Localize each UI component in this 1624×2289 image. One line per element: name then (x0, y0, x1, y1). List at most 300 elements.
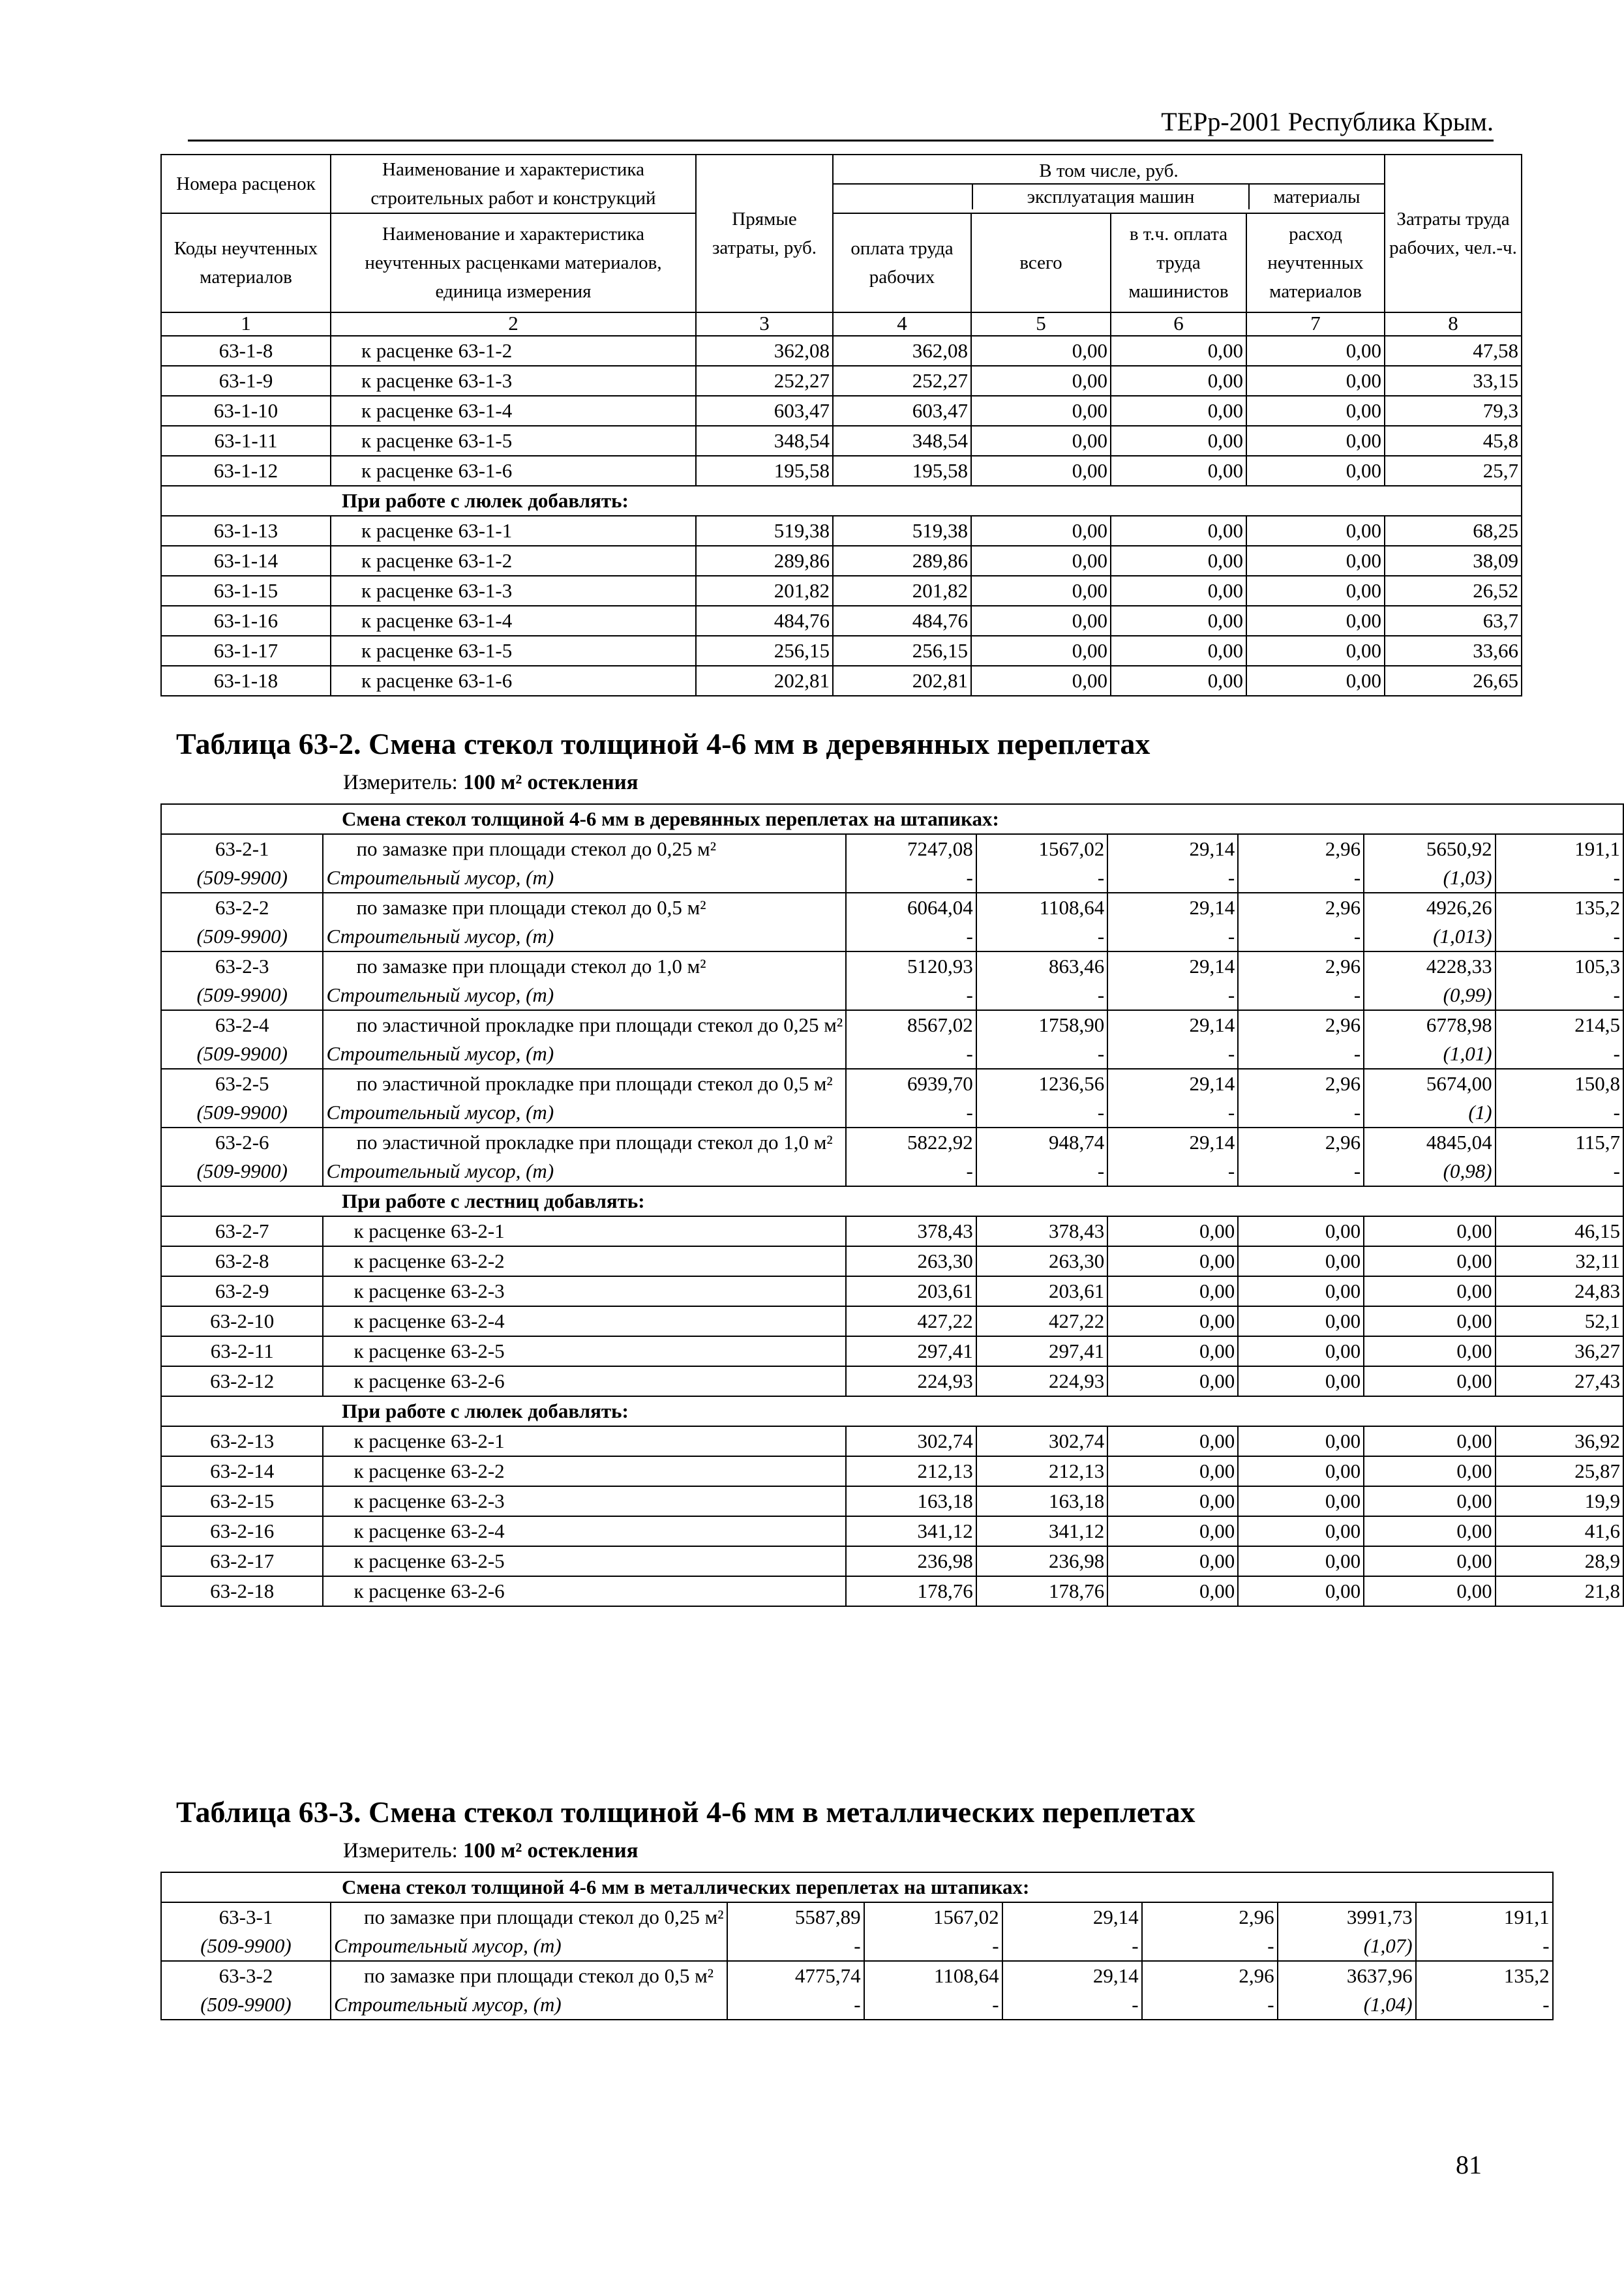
dash: - (846, 863, 976, 893)
rate-name: к расценке 63-1-5 (331, 426, 696, 456)
page-number: 81 (1456, 2150, 1482, 2179)
labor-pay: 289,86 (833, 546, 971, 576)
rate-name: к расценке 63-1-6 (331, 666, 696, 696)
machinists-pay: 0,00 (1111, 336, 1246, 366)
meter-label: Измеритель: (343, 1839, 458, 1863)
rate-name: по эластичной прокладке при площади стекол до 0,5 м² (323, 1069, 846, 1098)
rate-value: 5650,92 (1364, 834, 1495, 863)
rate-value: 29,14 (1107, 951, 1238, 981)
rate-code: 63-2-18 (161, 1576, 323, 1606)
dash: - (1496, 1040, 1623, 1069)
material-name: Строительный мусор, (т) (323, 1040, 846, 1069)
machinists-pay: 0,00 (1238, 1246, 1364, 1276)
dash: - (1002, 1932, 1142, 1961)
direct-costs: 212,13 (846, 1456, 976, 1486)
rate-value: 5120,93 (846, 951, 976, 981)
dash: - (727, 1932, 864, 1961)
dash: - (846, 922, 976, 951)
rate-value: 6064,04 (846, 893, 976, 922)
material-name: Строительный мусор, (т) (323, 1157, 846, 1186)
rates-table-63-1 (160, 154, 1522, 696)
machinists-pay: 0,00 (1238, 1366, 1364, 1396)
rate-code: 63-2-3 (161, 951, 323, 981)
materials: 0,00 (1364, 1456, 1495, 1486)
rate-code: 63-2-17 (161, 1546, 323, 1576)
direct-costs: 302,74 (846, 1426, 976, 1456)
materials: 0,00 (1364, 1366, 1495, 1396)
header-in-total-block (833, 155, 1385, 213)
machines-total: 0,00 (1107, 1216, 1238, 1246)
table-row (161, 1216, 1623, 1246)
column-number: 3 (696, 312, 833, 336)
machinists-pay: 0,00 (1238, 1216, 1364, 1246)
machinists-pay: 0,00 (1238, 1456, 1364, 1486)
labor-pay: 256,15 (833, 636, 971, 666)
rate-value: 135,2 (1496, 893, 1623, 922)
dash: - (1496, 922, 1623, 951)
section-heading: Смена стекол толщиной 4-6 мм в металлических переплетах на штапиках: (161, 1872, 1553, 1902)
material-name: Строительный мусор, (т) (331, 1932, 727, 1961)
table-row (161, 336, 1522, 366)
column-numbers-row (161, 312, 1522, 336)
rate-name: к расценке 63-1-3 (331, 366, 696, 396)
rate-value: 2,96 (1238, 1128, 1364, 1157)
rate-name: к расценке 63-2-2 (323, 1246, 846, 1276)
direct-costs: 603,47 (696, 396, 833, 426)
machines-total: 0,00 (1107, 1366, 1238, 1396)
rate-code: 63-2-11 (161, 1336, 323, 1366)
labor-hours: 26,65 (1385, 666, 1522, 696)
labor-pay: 378,43 (976, 1216, 1107, 1246)
rate-code: 63-1-18 (161, 666, 331, 696)
column-number: 7 (1246, 312, 1385, 336)
rate-name: по эластичной прокладке при площади стекол до 1,0 м² (323, 1128, 846, 1157)
labor-pay: 519,38 (833, 516, 971, 546)
materials: 0,00 (1246, 396, 1385, 426)
machines-total: 0,00 (1107, 1576, 1238, 1606)
machines-total: 0,00 (971, 396, 1111, 426)
table-row (161, 546, 1522, 576)
header-in-total: В том числе, руб. (834, 158, 1384, 185)
table-row (161, 1576, 1623, 1606)
rate-value: 1758,90 (976, 1010, 1107, 1040)
rate-name: к расценке 63-2-2 (323, 1456, 846, 1486)
labor-pay: 212,13 (976, 1456, 1107, 1486)
table-row (161, 1069, 1623, 1098)
table-row (161, 1426, 1623, 1456)
rate-value: 150,8 (1496, 1069, 1623, 1098)
direct-costs: 341,12 (846, 1516, 976, 1546)
material-code: (509-9900) (161, 981, 323, 1010)
rate-code: 63-1-16 (161, 606, 331, 636)
table-row (161, 1516, 1623, 1546)
materials: 0,00 (1364, 1246, 1495, 1276)
table-row (161, 426, 1522, 456)
materials: 0,00 (1364, 1306, 1495, 1336)
rate-value: 1108,64 (864, 1961, 1002, 1990)
table-row (161, 1276, 1623, 1306)
rate-name: по замазке при площади стекол до 0,5 м² (323, 893, 846, 922)
material-quantity: (1,07) (1278, 1932, 1416, 1961)
rate-name: к расценке 63-1-2 (331, 336, 696, 366)
labor-pay: 178,76 (976, 1576, 1107, 1606)
material-name: Строительный мусор, (т) (323, 922, 846, 951)
rate-value: 115,7 (1496, 1128, 1623, 1157)
dash: - (846, 1040, 976, 1069)
table-row (161, 1456, 1623, 1486)
direct-costs: 378,43 (846, 1216, 976, 1246)
direct-costs: 263,30 (846, 1246, 976, 1276)
dash: - (1416, 1932, 1553, 1961)
rate-value: 5674,00 (1364, 1069, 1495, 1098)
machinists-pay: 0,00 (1111, 666, 1246, 696)
dash: - (1142, 1932, 1278, 1961)
material-code: (509-9900) (161, 1990, 331, 2020)
dash: - (1496, 1098, 1623, 1128)
materials: 0,00 (1364, 1516, 1495, 1546)
rate-code: 63-2-7 (161, 1216, 323, 1246)
labor-pay: 163,18 (976, 1486, 1107, 1516)
table-row (161, 1336, 1623, 1366)
machinists-pay: 0,00 (1111, 606, 1246, 636)
table-row (161, 1486, 1623, 1516)
header-title: ТЕРр-2001 Республика Крым. (1161, 107, 1494, 136)
table-63-3-title: Таблица 63-3. Смена стекол толщиной 4-6 мм в металлических переплетах (176, 1795, 1195, 1829)
labor-pay: 201,82 (833, 576, 971, 606)
header-labor-pay: оплата труда рабочих (833, 213, 971, 312)
rate-value: 29,14 (1107, 1010, 1238, 1040)
header-codes-unaccounted: Коды неучтенных материалов (161, 213, 331, 312)
rate-value: 2,96 (1238, 951, 1364, 981)
machinists-pay: 0,00 (1238, 1276, 1364, 1306)
machines-total: 0,00 (1107, 1336, 1238, 1366)
rate-name: к расценке 63-2-5 (323, 1336, 846, 1366)
labor-hours: 38,09 (1385, 546, 1522, 576)
material-quantity: (1,03) (1364, 863, 1495, 893)
material-quantity: (1,04) (1278, 1990, 1416, 2020)
machinists-pay: 0,00 (1111, 636, 1246, 666)
rate-code: 63-1-13 (161, 516, 331, 546)
rate-value: 214,5 (1496, 1010, 1623, 1040)
rate-code: 63-2-13 (161, 1426, 323, 1456)
machinists-pay: 0,00 (1111, 426, 1246, 456)
material-name: Строительный мусор, (т) (331, 1990, 727, 2020)
machinists-pay: 0,00 (1111, 456, 1246, 486)
rate-value: 3637,96 (1278, 1961, 1416, 1990)
rate-name: к расценке 63-2-4 (323, 1306, 846, 1336)
rate-value: 1108,64 (976, 893, 1107, 922)
material-quantity: (1,013) (1364, 922, 1495, 951)
section-row (161, 486, 1522, 516)
section-heading: При работе с люлек добавлять: (161, 486, 1522, 516)
section-row (161, 804, 1623, 834)
header-unaccounted-names: Наименование и характеристика неучтенных расценками материалов, единица измерения (331, 213, 696, 312)
labor-pay: 297,41 (976, 1336, 1107, 1366)
direct-costs: 202,81 (696, 666, 833, 696)
table-row (161, 666, 1522, 696)
material-quantity: (0,99) (1364, 981, 1495, 1010)
rate-code: 63-2-16 (161, 1516, 323, 1546)
header-unaccounted-materials: расход неучтенных материалов (1246, 213, 1385, 312)
column-number: 1 (161, 312, 331, 336)
machines-total: 0,00 (1107, 1426, 1238, 1456)
material-row (161, 1932, 1553, 1961)
table-63-2-meter (343, 771, 639, 795)
rate-name: к расценке 63-2-6 (323, 1366, 846, 1396)
section-heading: При работе с люлек добавлять: (161, 1396, 1623, 1426)
machinists-pay: 0,00 (1238, 1426, 1364, 1456)
machinists-pay: 0,00 (1111, 396, 1246, 426)
table-row (161, 1366, 1623, 1396)
table-row (161, 1902, 1553, 1932)
material-code: (509-9900) (161, 1098, 323, 1128)
machines-total: 0,00 (971, 336, 1111, 366)
rate-value: 1567,02 (976, 834, 1107, 863)
header-materials: материалы (1273, 187, 1361, 207)
dash: - (976, 863, 1107, 893)
rate-value: 948,74 (976, 1128, 1107, 1157)
table-row (161, 1128, 1623, 1157)
rate-name: по замазке при площади стекол до 0,25 м² (323, 834, 846, 863)
rate-value: 4845,04 (1364, 1128, 1495, 1157)
dash: - (1107, 922, 1238, 951)
labor-pay: 252,27 (833, 366, 971, 396)
rate-value: 29,14 (1107, 893, 1238, 922)
rate-value: 6778,98 (1364, 1010, 1495, 1040)
rate-code: 63-1-14 (161, 546, 331, 576)
header-all: всего (971, 213, 1111, 312)
rate-name: по эластичной прокладке при площади стекол до 0,25 м² (323, 1010, 846, 1040)
dash: - (727, 1990, 864, 2020)
column-number: 2 (331, 312, 696, 336)
table-row (161, 516, 1522, 546)
material-row (161, 981, 1623, 1010)
rate-value: 29,14 (1107, 1128, 1238, 1157)
machinists-pay: 0,00 (1238, 1546, 1364, 1576)
machines-total: 0,00 (971, 426, 1111, 456)
dash: - (1142, 1990, 1278, 2020)
materials: 0,00 (1246, 426, 1385, 456)
machinists-pay: 0,00 (1238, 1516, 1364, 1546)
rate-value: 1236,56 (976, 1069, 1107, 1098)
direct-costs: 252,27 (696, 366, 833, 396)
labor-pay: 348,54 (833, 426, 971, 456)
rate-value: 6939,70 (846, 1069, 976, 1098)
dash: - (1002, 1990, 1142, 2020)
labor-hours: 19,9 (1496, 1486, 1623, 1516)
materials: 0,00 (1364, 1486, 1495, 1516)
materials: 0,00 (1246, 366, 1385, 396)
labor-hours: 32,11 (1496, 1246, 1623, 1276)
dash: - (976, 981, 1107, 1010)
rate-code: 63-1-8 (161, 336, 331, 366)
direct-costs: 348,54 (696, 426, 833, 456)
machines-total: 0,00 (1107, 1516, 1238, 1546)
machines-total: 0,00 (1107, 1546, 1238, 1576)
labor-hours: 24,83 (1496, 1276, 1623, 1306)
meter-value: 100 м² остекления (463, 771, 639, 794)
rate-code: 63-1-12 (161, 456, 331, 486)
labor-hours: 26,52 (1385, 576, 1522, 606)
rate-value: 2,96 (1142, 1961, 1278, 1990)
labor-hours: 47,58 (1385, 336, 1522, 366)
materials: 0,00 (1246, 516, 1385, 546)
rate-code: 63-1-15 (161, 576, 331, 606)
rate-code: 63-2-1 (161, 834, 323, 863)
machinists-pay: 0,00 (1111, 366, 1246, 396)
labor-hours: 52,1 (1496, 1306, 1623, 1336)
direct-costs: 484,76 (696, 606, 833, 636)
rate-value: 3991,73 (1278, 1902, 1416, 1932)
direct-costs: 362,08 (696, 336, 833, 366)
machines-total: 0,00 (971, 366, 1111, 396)
material-row (161, 1098, 1623, 1128)
table-row (161, 606, 1522, 636)
dash: - (1107, 1098, 1238, 1128)
labor-pay: 263,30 (976, 1246, 1107, 1276)
materials: 0,00 (1364, 1276, 1495, 1306)
labor-hours: 25,87 (1496, 1456, 1623, 1486)
machines-total: 0,00 (1107, 1486, 1238, 1516)
table-row (161, 1546, 1623, 1576)
table-row (161, 576, 1522, 606)
direct-costs: 427,22 (846, 1306, 976, 1336)
dash: - (1107, 981, 1238, 1010)
rate-code: 63-2-8 (161, 1246, 323, 1276)
rate-code: 63-2-12 (161, 1366, 323, 1396)
machines-total: 0,00 (971, 636, 1111, 666)
material-row (161, 1157, 1623, 1186)
rate-value: 5822,92 (846, 1128, 976, 1157)
rate-value: 191,1 (1496, 834, 1623, 863)
rate-name: к расценке 63-2-4 (323, 1516, 846, 1546)
rate-name: к расценке 63-1-3 (331, 576, 696, 606)
rate-value: 105,3 (1496, 951, 1623, 981)
column-number: 8 (1385, 312, 1522, 336)
materials: 0,00 (1246, 546, 1385, 576)
material-code: (509-9900) (161, 1932, 331, 1961)
material-code: (509-9900) (161, 1040, 323, 1069)
rate-code: 63-3-1 (161, 1902, 331, 1932)
rate-value: 2,96 (1142, 1902, 1278, 1932)
rate-code: 63-1-11 (161, 426, 331, 456)
rate-value: 191,1 (1416, 1902, 1553, 1932)
dash: - (1496, 1157, 1623, 1186)
rate-value: 7247,08 (846, 834, 976, 863)
material-row (161, 1040, 1623, 1069)
rate-name: к расценке 63-2-1 (323, 1426, 846, 1456)
materials: 0,00 (1246, 606, 1385, 636)
machinists-pay: 0,00 (1238, 1306, 1364, 1336)
material-name: Строительный мусор, (т) (323, 981, 846, 1010)
rate-value: 2,96 (1238, 1069, 1364, 1098)
section-row (161, 1396, 1623, 1426)
dash: - (976, 1040, 1107, 1069)
rate-code: 63-2-2 (161, 893, 323, 922)
materials: 0,00 (1246, 576, 1385, 606)
table-row (161, 834, 1623, 863)
direct-costs: 236,98 (846, 1546, 976, 1576)
dash: - (1107, 863, 1238, 893)
direct-costs: 203,61 (846, 1276, 976, 1306)
labor-hours: 68,25 (1385, 516, 1522, 546)
dash: - (846, 1098, 976, 1128)
rate-value: 29,14 (1002, 1961, 1142, 1990)
dash: - (1238, 863, 1364, 893)
material-row (161, 863, 1623, 893)
machinists-pay: 0,00 (1238, 1336, 1364, 1366)
rate-code: 63-1-17 (161, 636, 331, 666)
rate-code: 63-2-9 (161, 1276, 323, 1306)
materials: 0,00 (1246, 336, 1385, 366)
labor-hours: 63,7 (1385, 606, 1522, 636)
header-direct-costs: Прямые затраты, руб. (696, 155, 833, 312)
rate-name: по замазке при площади стекол до 1,0 м² (323, 951, 846, 981)
table-row (161, 456, 1522, 486)
rate-value: 863,46 (976, 951, 1107, 981)
machinists-pay: 0,00 (1111, 576, 1246, 606)
labor-pay: 362,08 (833, 336, 971, 366)
material-quantity: (1) (1364, 1098, 1495, 1128)
labor-pay: 427,22 (976, 1306, 1107, 1336)
dash: - (1107, 1040, 1238, 1069)
materials: 0,00 (1246, 636, 1385, 666)
table-row (161, 1246, 1623, 1276)
meter-value: 100 м² остекления (463, 1839, 639, 1863)
dash: - (864, 1932, 1002, 1961)
dash: - (1238, 1040, 1364, 1069)
labor-hours: 36,92 (1496, 1426, 1623, 1456)
rate-value: 4775,74 (727, 1961, 864, 1990)
rates-table-63-3 (160, 1872, 1554, 2020)
labor-hours: 21,8 (1496, 1576, 1623, 1606)
dash: - (1238, 1157, 1364, 1186)
rate-name: к расценке 63-2-3 (323, 1486, 846, 1516)
header-rate-numbers: Номера расценок (161, 155, 331, 213)
rate-code: 63-1-9 (161, 366, 331, 396)
machines-total: 0,00 (971, 576, 1111, 606)
rate-value: 4228,33 (1364, 951, 1495, 981)
rate-name: по замазке при площади стекол до 0,5 м² (331, 1961, 727, 1990)
material-code: (509-9900) (161, 922, 323, 951)
rate-code: 63-2-10 (161, 1306, 323, 1336)
direct-costs: 201,82 (696, 576, 833, 606)
header-incl-machinists: в т.ч. оплата труда машинистов (1111, 213, 1246, 312)
machinists-pay: 0,00 (1111, 546, 1246, 576)
direct-costs: 178,76 (846, 1576, 976, 1606)
rate-name: к расценке 63-2-1 (323, 1216, 846, 1246)
rate-value: 4926,26 (1364, 893, 1495, 922)
machines-total: 0,00 (971, 666, 1111, 696)
table-row (161, 366, 1522, 396)
labor-pay: 203,61 (976, 1276, 1107, 1306)
rate-value: 5587,89 (727, 1902, 864, 1932)
section-row (161, 1872, 1553, 1902)
machines-total: 0,00 (1107, 1246, 1238, 1276)
direct-costs: 163,18 (846, 1486, 976, 1516)
rate-value: 1567,02 (864, 1902, 1002, 1932)
section-row (161, 1186, 1623, 1216)
labor-hours: 28,9 (1496, 1546, 1623, 1576)
materials: 0,00 (1246, 456, 1385, 486)
rate-value: 135,2 (1416, 1961, 1553, 1990)
running-header (188, 102, 1494, 142)
dash: - (976, 1098, 1107, 1128)
table-row (161, 1961, 1553, 1990)
dash: - (1496, 863, 1623, 893)
rate-code: 63-1-10 (161, 396, 331, 426)
rate-code: 63-2-4 (161, 1010, 323, 1040)
